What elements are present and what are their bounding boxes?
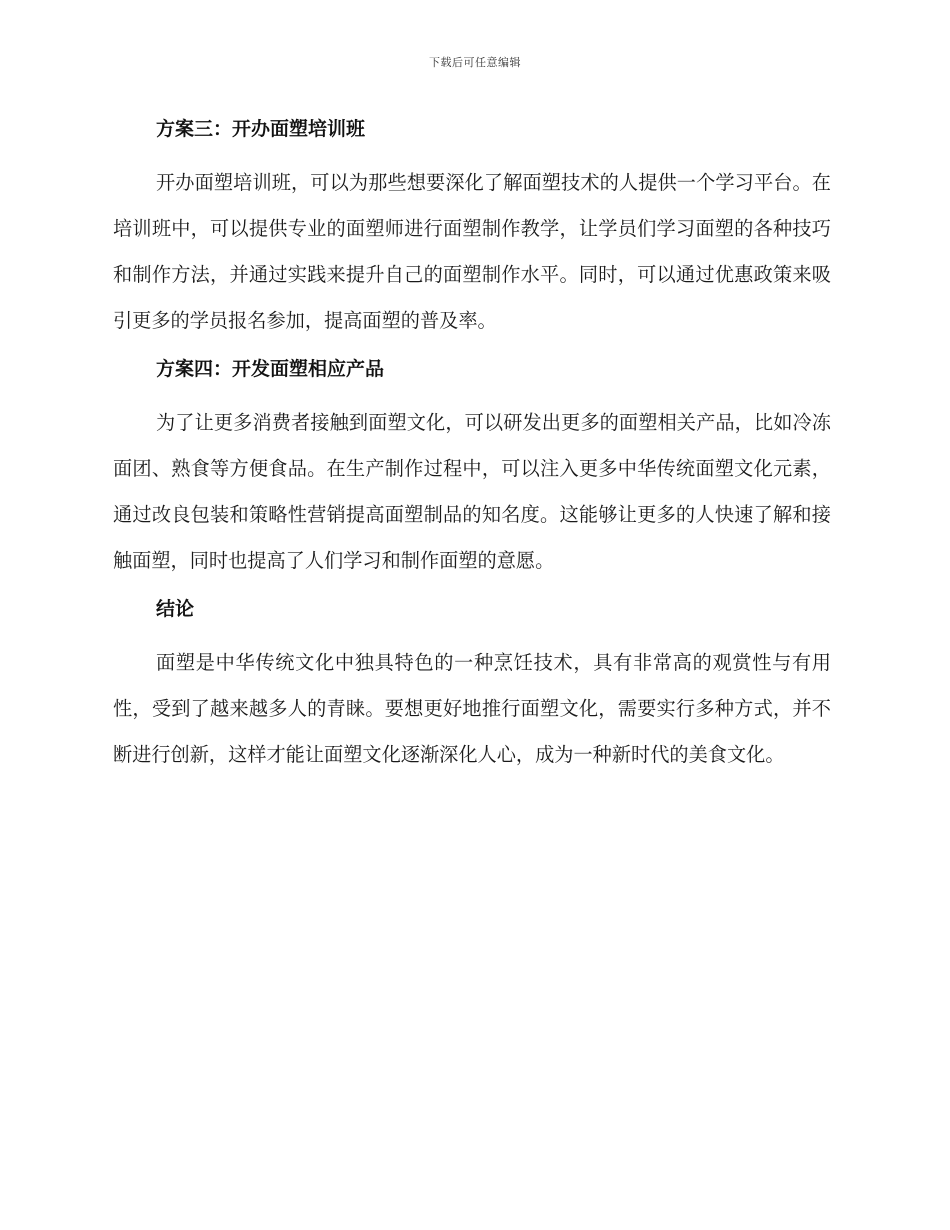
section-heading: 方案四：开发面塑相应产品 [156,358,385,380]
section-plan-three [113,112,831,344]
section-paragraph: 面塑是中华传统文化中独具特色的一种烹饪技术，具有非常高的观赏性与有用性，受到了越来越多人的青睐。要想更好地推行面塑文化，需要实行多种方式，并不断进行创新，这样才能让面塑文化逐渐深化人心，成为一种新时代的美食文化。 [113,651,831,766]
document-body [113,112,831,786]
section-paragraph: 为了让更多消费者接触到面塑文化，可以研发出更多的面塑相关产品，比如冷冻面团、熟食等方便食品。在生产制作过程中，可以注入更多中华传统面塑文化元素，通过改良包装和策略性营销提高面塑制品的知名度。这能够让更多的人快速了解和接触面塑，同时也提高了人们学习和制作面塑的意愿。 [113,411,831,572]
section-heading: 方案三：开办面塑培训班 [156,118,366,140]
section-paragraph: 开办面塑培训班，可以为那些想要深化了解面塑技术的人提供一个学习平台。在培训班中，可以提供专业的面塑师进行面塑制作教学，让学员们学习面塑的各种技巧和制作方法，并通过实践来提升自己的面塑制作水平。同时，可以通过优惠政策来吸引更多的学员报名参加，提高面塑的普及率。 [113,171,831,332]
section-heading: 结论 [156,598,195,620]
page-header: 下载后可任意编辑 [429,56,521,69]
section-plan-four [113,352,831,584]
section-conclusion [113,592,831,778]
